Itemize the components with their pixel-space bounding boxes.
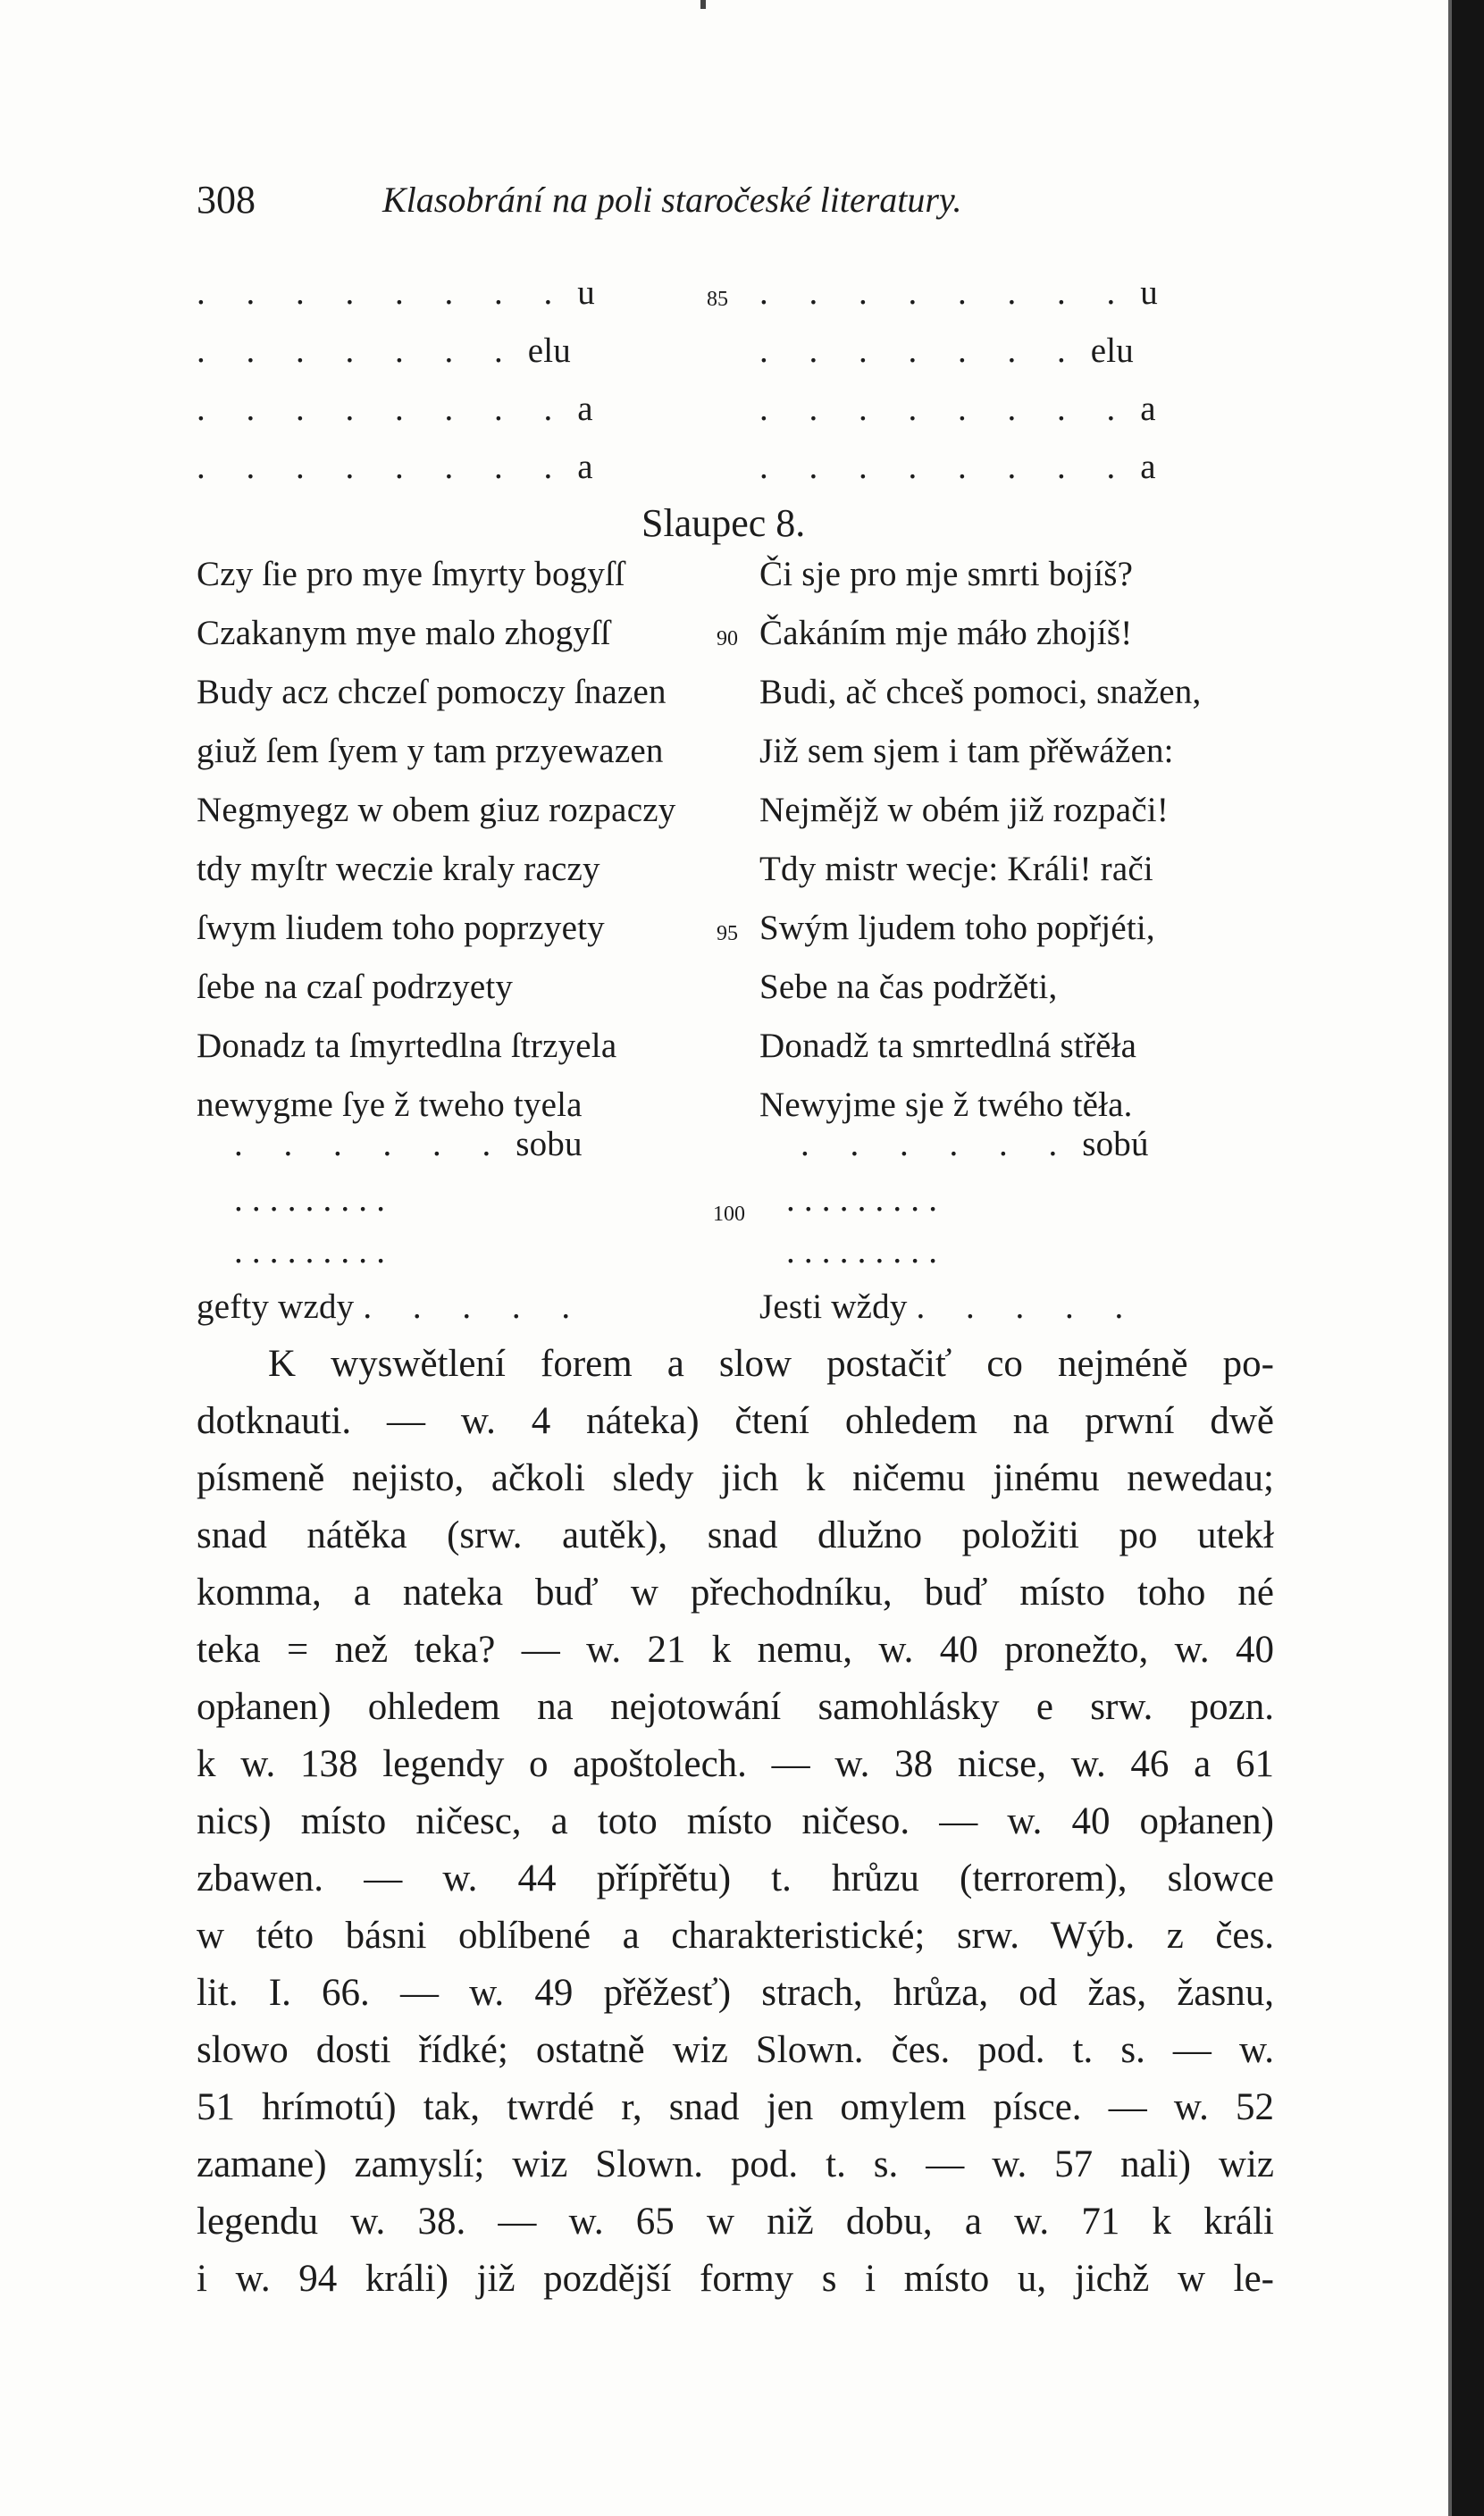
verse-transcription: Tdy mistr wecje: Králi! rači bbox=[759, 850, 1153, 888]
gap-line-left: . . . . . . . . a bbox=[197, 390, 593, 428]
gap-line-right: . . . . . . . . . bbox=[786, 1180, 938, 1219]
commentary-line: k w. 138 legendy o apoštolech. — w. 38 nicse, w. 46 a 61 bbox=[197, 1743, 1274, 1785]
gap-line-right: . . . . . . . . a bbox=[759, 448, 1156, 486]
line-number-100: 100 bbox=[713, 1203, 745, 1226]
gap-line-left: . . . . . . . . . bbox=[234, 1232, 386, 1271]
verse-transcription: Budi, ač chceš pomoci, snažen, bbox=[759, 673, 1202, 711]
commentary-line: w této básni oblíbené a charakteristické; srw. Wýb. z čes. bbox=[197, 1915, 1274, 1957]
gap-line-right: . . . . . . . elu bbox=[759, 331, 1134, 370]
verse-transcription: Donadž ta smrtedlná střěła bbox=[759, 1027, 1137, 1065]
scan-speck bbox=[700, 0, 706, 9]
gap-line-right: . . . . . . sobú bbox=[801, 1125, 1149, 1163]
verse-transcription: Nejmějž w obém již rozpači! bbox=[759, 791, 1170, 829]
verse-transcription: Již sem sjem i tam přěwážen: bbox=[759, 732, 1174, 770]
verse-original: giuž ſem ſyem y tam przyewazen bbox=[197, 732, 664, 770]
gap-line-left: . . . . . . . . a bbox=[197, 448, 593, 486]
commentary-line: i w. 94 králi) již pozdější formy s i místo u, jichž w le- bbox=[197, 2258, 1274, 2300]
gap-line-left: . . . . . . . elu bbox=[197, 331, 571, 370]
commentary-line: písmeně nejisto, ačkoli sledy jich k ničemu jinému newedau; bbox=[197, 1457, 1274, 1499]
commentary-line: teka = než teka? — w. 21 k nemu, w. 40 pronežto, w. 40 bbox=[197, 1629, 1274, 1671]
verse-original: ſebe na czaſ podrzyety bbox=[197, 968, 514, 1006]
verse-transcription: Swým ljudem toho popřjéti, bbox=[759, 909, 1155, 947]
commentary-line: snad nátěka (srw. autěk), snad dlužno položiti po utekł bbox=[197, 1514, 1274, 1556]
line-number-85: 85 bbox=[707, 288, 728, 311]
section-heading: Slaupec 8. bbox=[641, 501, 806, 545]
gap-line-right: Jesti wždy . . . . . bbox=[759, 1287, 1140, 1326]
scan-border bbox=[1452, 0, 1484, 2516]
verse-transcription: Sebe na čas podržěti, bbox=[759, 968, 1058, 1006]
commentary-line: zamane) zamyslí; wiz Slown. pod. t. s. — w. 57 nali) wiz bbox=[197, 2143, 1274, 2185]
commentary-line: komma, a nateka buď w přechodníku, buď místo toho né bbox=[197, 1572, 1274, 1614]
gap-line-right: . . . . . . . . . bbox=[786, 1232, 938, 1271]
page-header bbox=[197, 177, 1269, 231]
commentary-line: dotknauti. — w. 4 náteka) čtení ohledem na prwní dwě bbox=[197, 1400, 1274, 1442]
verse-transcription: Newyjme sje ž twého těła. bbox=[759, 1086, 1133, 1124]
verse-original: newygme ſye ž tweho tyela bbox=[197, 1086, 583, 1124]
gap-line-right: . . . . . . . . a bbox=[759, 390, 1156, 428]
commentary-line: K wyswětlení forem a slow postačiť co nejméně po- bbox=[268, 1343, 1274, 1385]
commentary-line: zbawen. — w. 44 přípřětu) t. hrůzu (terrorem), slowce bbox=[197, 1858, 1274, 1900]
commentary-line: nics) místo ničesc, a toto místo ničeso. — w. 40 opłanen) bbox=[197, 1800, 1274, 1842]
verse-original: tdy myſtr weczie kraly raczy bbox=[197, 850, 600, 888]
commentary-line: legendu w. 38. — w. 65 w niž dobu, a w. 71 k králi bbox=[197, 2201, 1274, 2243]
gap-line-right: . . . . . . . . u bbox=[759, 273, 1158, 312]
commentary-line: slowo dosti řídké; ostatně wiz Slown. čes. pod. t. s. — w. bbox=[197, 2029, 1274, 2071]
commentary-line: lit. I. 66. — w. 49 přěžesť) strach, hrůza, od žas, žasnu, bbox=[197, 1972, 1274, 2014]
gap-line-left: . . . . . . . . u bbox=[197, 273, 595, 312]
line-number-95: 95 bbox=[717, 922, 738, 945]
running-title: Klasobrání na poli staročeské literatury. bbox=[382, 180, 962, 220]
page-number: 308 bbox=[197, 178, 256, 222]
commentary-line: opłanen) ohledem na nejotowání samohlásky e srw. pozn. bbox=[197, 1686, 1274, 1728]
verse-original: Czy ſie pro mye ſmyrty bogyſſ bbox=[197, 555, 625, 593]
verse-original: Budy acz chczeſ pomoczy ſnazen bbox=[197, 673, 667, 711]
verse-transcription: Či sje pro mje smrti bojíš? bbox=[759, 555, 1134, 593]
verse-original: ſwym liudem toho poprzyety bbox=[197, 909, 605, 947]
commentary-line: 51 hrímotú) tak, twrdé r, snad jen omylem písce. — w. 52 bbox=[197, 2086, 1274, 2128]
gap-line-left: . . . . . . sobu bbox=[234, 1125, 583, 1163]
gap-line-left: gefty wzdy . . . . . bbox=[197, 1287, 587, 1326]
verse-transcription: Čakáním mje máło zhojíš! bbox=[759, 614, 1133, 652]
verse-original: Czakanym mye malo zhogyſſ bbox=[197, 614, 611, 652]
verse-original: Donadz ta ſmyrtedlna ſtrzyela bbox=[197, 1027, 617, 1065]
line-number-90: 90 bbox=[717, 627, 738, 650]
gap-line-left: . . . . . . . . . bbox=[234, 1180, 386, 1219]
verse-original: Negmyegz w obem giuz rozpaczy bbox=[197, 791, 676, 829]
